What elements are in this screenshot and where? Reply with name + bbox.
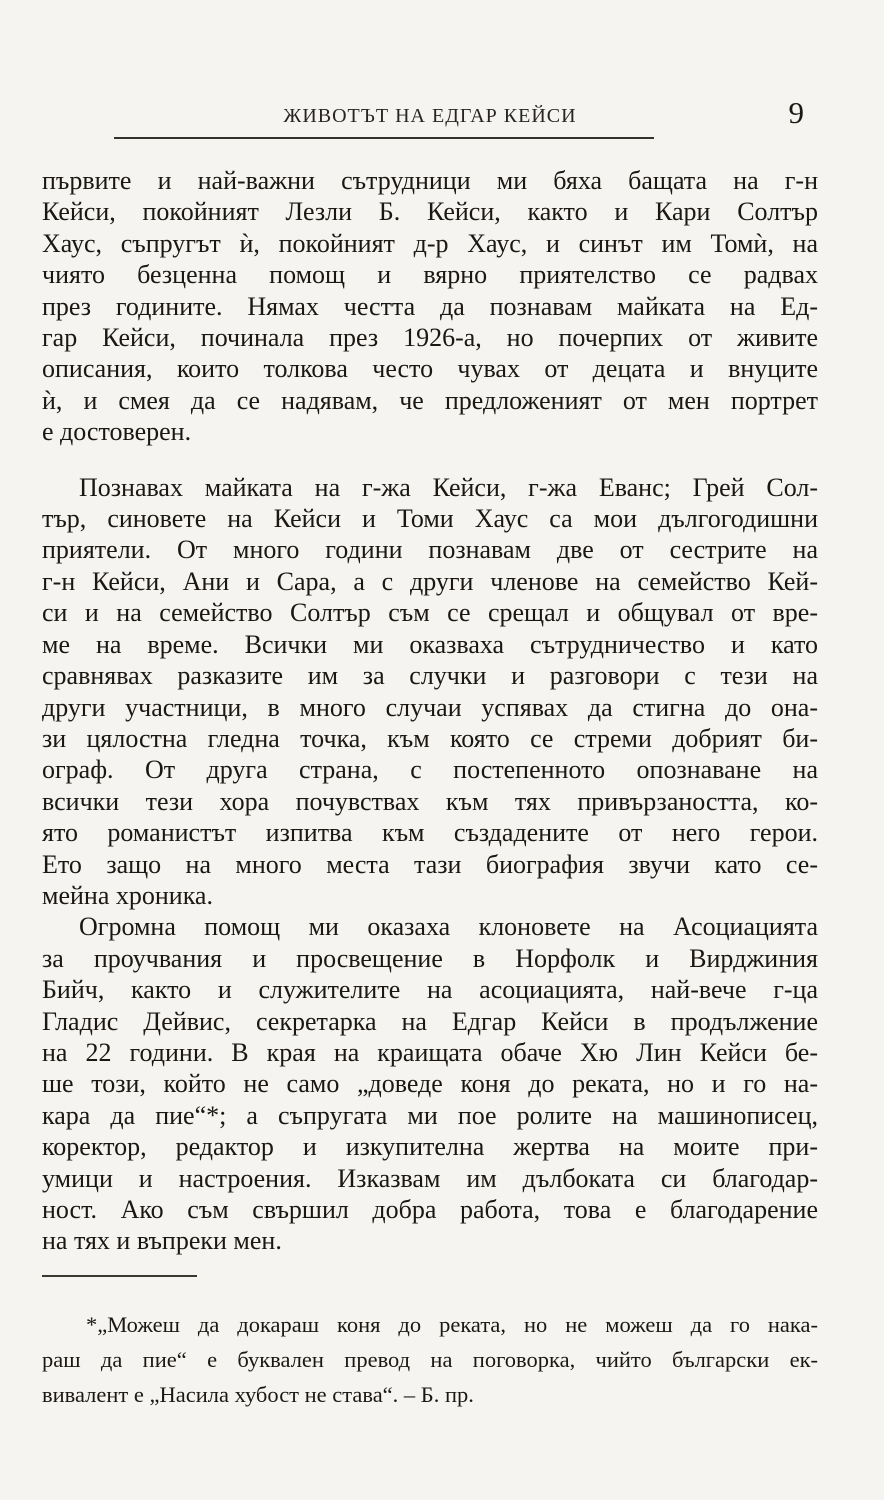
text-line: зи цялостна гледна точка, към която се стреми добрият би- (42, 723, 818, 753)
text-line: Ето защо на много места тази биография звучи като се- (42, 849, 818, 879)
text-line: други участници, в много случаи успявах да стигна до она- (42, 692, 818, 722)
text-line: е достоверен. (42, 417, 192, 447)
text-line: чиято безценна помощ и вярно приятелство се радвах (42, 260, 818, 290)
text-line: на 22 години. В края на краищата обаче Хю Лин Кейси бе- (42, 1037, 818, 1067)
paragraph-2 (42, 472, 818, 912)
text-line: всички тези хора почувствах към тях привързаността, ко- (42, 786, 818, 816)
text-line: ято романистът изпитва към създадените от него герои. (42, 818, 818, 848)
text-line: през годините. Нямах честта да познавам майката на Ед- (42, 291, 818, 321)
text-line: кара да пие“*; а съпругата ми пое ролите на машинописец, (42, 1100, 818, 1130)
footnote (42, 1307, 818, 1412)
text-line: Огромна помощ ми оказаха клоновете на Асоциацията (79, 912, 818, 942)
running-title: ЖИВОТЪТ НА ЕДГАР КЕЙСИ (283, 105, 577, 127)
text-line: Бийч, както и служителите на асоциацията, най-вече г-ца (42, 975, 818, 1005)
text-line: коректор, редактор и изкупителна жертва на моите при- (42, 1132, 818, 1162)
footnote-line: раш да пие“ е буквален превод на поговорка, чийто български ек- (42, 1346, 818, 1372)
text-line: тър, синовете на Кейси и Томи Хаус са мои дългогодишни (42, 504, 818, 534)
text-line: сравнявах разказите им за случки и разговори с тези на (42, 661, 818, 691)
page-number: 9 (788, 95, 804, 130)
text-line: г-н Кейси, Ани и Сара, а с други членове на семейство Кей- (42, 566, 818, 596)
text-line: Хаус, съпругът ѝ, покойният д-р Хаус, и синът им Томѝ, на (42, 228, 818, 258)
paragraph-1 (42, 165, 818, 448)
text-line: Кейси, покойният Лезли Б. Кейси, както и Кари Солтър (42, 197, 818, 227)
header-rule (114, 137, 654, 139)
text-line: първите и най-важни сътрудници ми бяха бащата на г-н (42, 166, 818, 195)
text-line: ѝ, и смея да се надявам, че предложеният от мен портрет (42, 385, 818, 415)
text-line: Познавах майката на г-жа Кейси, г-жа Еванс; Грей Сол- (79, 472, 818, 502)
footnote-line: *„Можеш да докараш коня до реката, но не можеш да го нака- (86, 1311, 818, 1337)
page-header (42, 95, 818, 130)
text-line: мейна хроника. (42, 880, 213, 910)
text-line: умици и настроения. Изказвам им дълбоката си благодар- (42, 1163, 818, 1193)
text-line: описания, които толкова често чувах от децата и внуците (42, 354, 818, 384)
text-line: ше този, който не само „доведе коня до реката, но и го на- (42, 1069, 818, 1099)
text-line: ност. Ако съм свършил добра работа, това е благодарение (42, 1195, 818, 1224)
text-line: си и на семейство Солтър съм се срещал и общувал от вре- (42, 598, 818, 628)
body-text (42, 165, 818, 1257)
footnote-rule (42, 1275, 197, 1277)
text-line: приятели. От много години познавам две от сестрите на (42, 535, 818, 565)
text-line: ограф. От друга страна, с постепенното опознаване на (42, 755, 818, 785)
footnote-line: вивалент е „Насила хубост не става“. – Б. пр. (42, 1381, 474, 1407)
text-line: гар Кейси, починала през 1926-а, но почерпих от живите (42, 323, 818, 353)
paragraph-3 (42, 911, 818, 1256)
text-line: Гладис Дейвис, секретарка на Едгар Кейси в продължение (42, 1006, 818, 1036)
text-line: на тях и въпреки мен. (42, 1226, 282, 1256)
text-line: за проучвания и просвещение в Норфолк и Вирджиния (42, 943, 818, 973)
text-line: ме на време. Всички ми оказваха сътрудничество и като (42, 629, 818, 659)
